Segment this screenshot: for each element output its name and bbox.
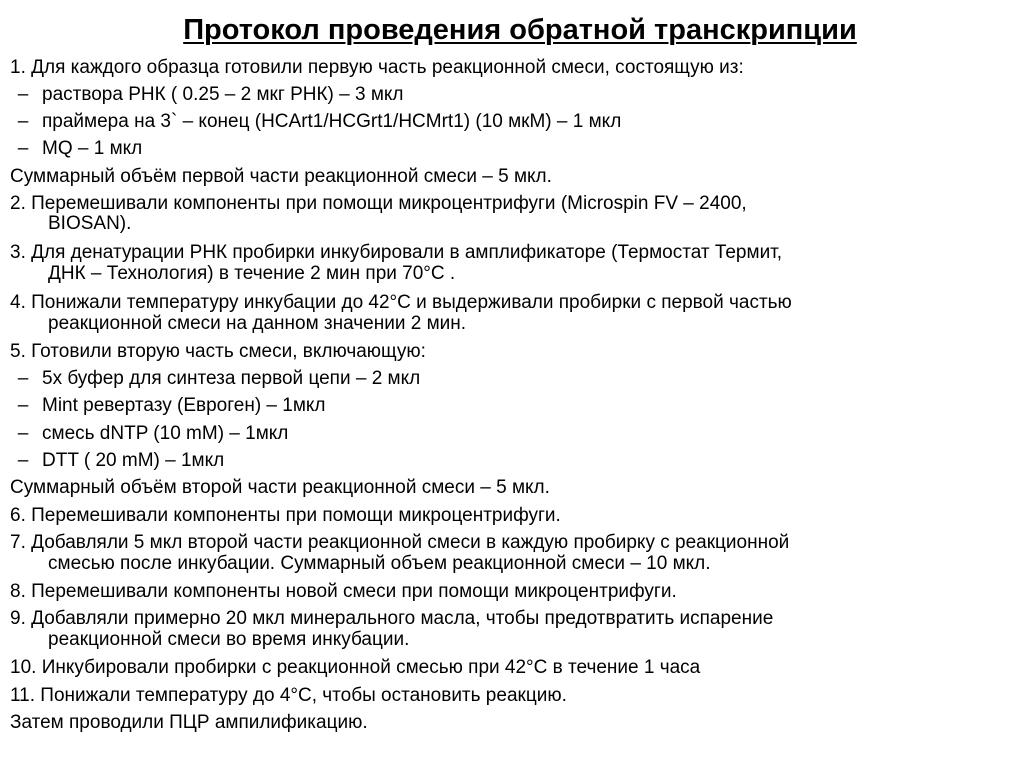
total-second-part: Суммарный объём второй части реакционной смеси – 5 мкл. xyxy=(10,477,550,498)
list-item-revertase: Mint ревертазу (Евроген) – 1мкл xyxy=(42,395,326,416)
total-first-part: Суммарный объём первой части реакционной смеси – 5 мкл. xyxy=(10,166,552,187)
list-item-dntp: смесь dNTP (10 mM) – 1мкл xyxy=(42,423,289,444)
step-9: 9. Добавляли примерно 20 мкл минерального масла, чтобы предотвратить испарение xyxy=(10,608,774,629)
list-item-primer: праймера на 3` – конец (HCArt1/HCGrt1/HCMrt1) (10 мкМ) – 1 мкл xyxy=(42,111,622,132)
step-3: 3. Для денатурации РНК пробирки инкубировали в амплификаторе (Термостат Термит, xyxy=(10,242,783,263)
list-item-rna: раствора РНК ( 0.25 – 2 мкг РНК) – 3 мкл xyxy=(42,84,404,105)
list-dash: – xyxy=(17,395,29,416)
step-3-continued: ДНК – Технология) в течение 2 мин при 70°С . xyxy=(48,263,456,284)
final-step: Затем проводили ПЦР ампилификацию. xyxy=(10,712,368,733)
list-dash: – xyxy=(17,111,29,132)
list-item-mq: MQ – 1 мкл xyxy=(42,138,143,159)
step-2-continued: BIOSAN). xyxy=(48,213,132,234)
step-4: 4. Понижали температуру инкубации до 42°С и выдерживали пробирки с первой частью xyxy=(10,292,792,313)
list-item-buffer: 5х буфер для синтеза первой цепи – 2 мкл xyxy=(42,368,421,389)
list-item-dtt: DTT ( 20 mM) – 1мкл xyxy=(42,450,225,471)
step-2: 2. Перемешивали компоненты при помощи микроцентрифуги (Microspin FV – 2400, xyxy=(10,193,747,214)
list-dash: – xyxy=(17,450,29,471)
step-7: 7. Добавляли 5 мкл второй части реакционной смеси в каждую пробирку с реакционной xyxy=(10,532,790,553)
list-dash: – xyxy=(17,84,29,105)
list-dash: – xyxy=(17,138,29,159)
step-5: 5. Готовили вторую часть смеси, включающую: xyxy=(10,341,426,362)
list-dash: – xyxy=(17,423,29,444)
step-8: 8. Перемешивали компоненты новой смеси при помощи микроцентрифуги. xyxy=(10,581,677,602)
step-6: 6. Перемешивали компоненты при помощи микроцентрифуги. xyxy=(10,505,561,526)
step-1: 1. Для каждого образца готовили первую часть реакционной смеси, состоящую из: xyxy=(10,57,744,78)
step-10: 10. Инкубировали пробирки с реакционной смесью при 42°С в течение 1 часа xyxy=(10,657,701,678)
list-dash: – xyxy=(17,368,29,389)
step-9-continued: реакционной смеси во время инкубации. xyxy=(48,629,410,650)
page-title: Протокол проведения обратной транскрипции xyxy=(183,14,857,46)
step-7-continued: смесью после инкубации. Суммарный объем реакционной смеси – 10 мкл. xyxy=(48,553,711,574)
step-11: 11. Понижали температуру до 4°С, чтобы остановить реакцию. xyxy=(10,685,567,706)
step-4-continued: реакционной смеси на данном значении 2 мин. xyxy=(48,313,467,334)
